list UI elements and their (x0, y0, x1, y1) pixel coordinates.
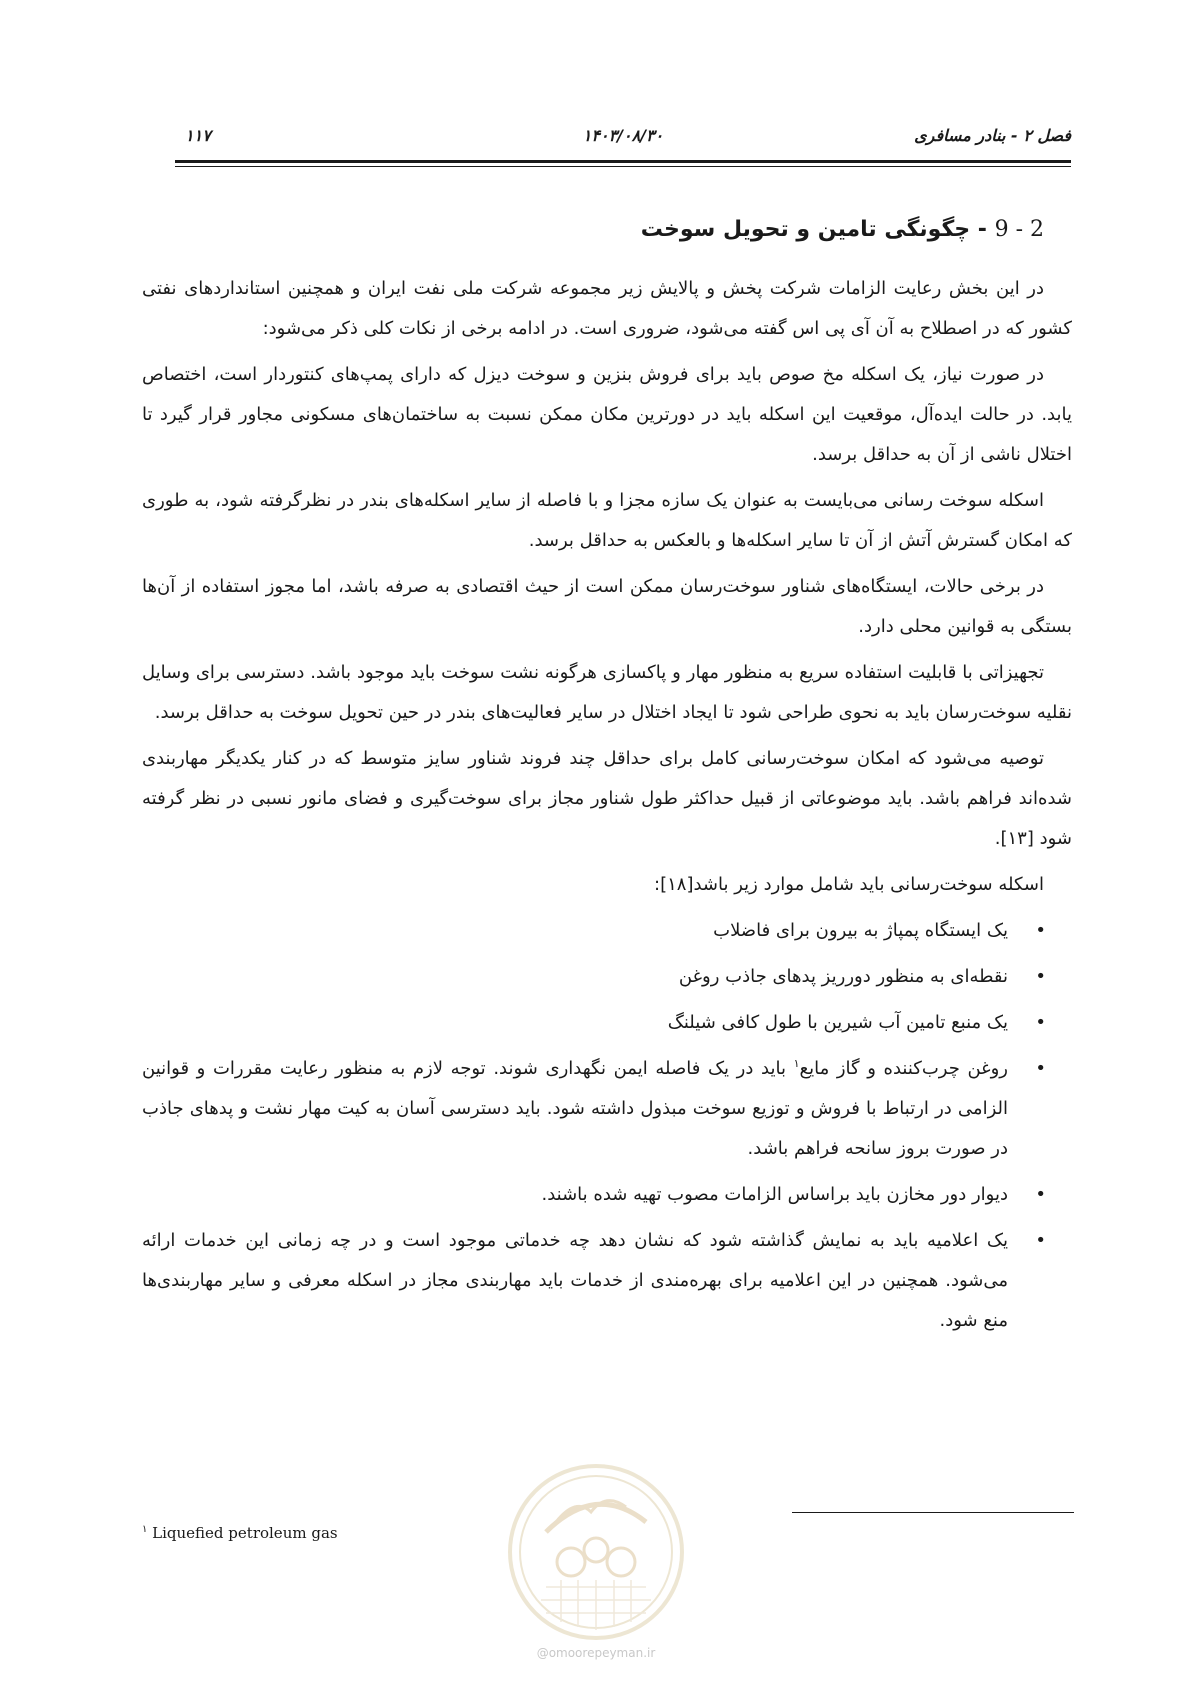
paragraph: در این بخش رعایت الزامات شرکت پخش و پالایش زیر مجموعه شرکت ملی نفت ایران و همچنین استانداردهای نفتی کشور که در اصطلاح به آن آی پی اس گفته می‌شود، ضروری است. در ادامه برخی از نکات کلی ذکر می‌شود: (142, 278, 1072, 339)
paragraph: تجهیزاتی با قابلیت استفاده سریع به منظور مهار و پاکسازی هرگونه نشت سوخت باید موجود باشد. دسترسی برای وسایل نقلیه سوخت‌رسان باید به نحوی طراحی شود تا ایجاد اختلال در سایر فعالیت‌های بندر در حین تحویل سوخت به حداقل برسد. (142, 662, 1072, 723)
section-heading: 2 - 9 - چگونگی تامین و تحویل سوخت (640, 217, 1044, 242)
paragraph: اسکله سوخت رسانی می‌بایست به عنوان یک سازه مجزا و با فاصله از سایر اسکله‌های بندر در نظرگرفته شود، به طوری که امکان گسترش آتش از آن تا سایر اسکله‌ها و بالعکس به حداقل برسد. (142, 490, 1072, 551)
bullet-list (142, 911, 1072, 1341)
list-item-text: یک اعلامیه باید به نمایش گذاشته شود که نشان دهد چه خدماتی موجود است و در چه زمانی این خدمات ارائه می‌شود. همچنین در این اعلامیه برای بهره‌مندی از خدمات باید مهاربندی مجاز در اسکله معرفی و سایر مهاربندی‌ها منع شود. (142, 1230, 1008, 1331)
list-item-text: یک منبع تامین آب شیرین با طول کافی شیلنگ (667, 1012, 1008, 1033)
footnote (142, 1524, 338, 1542)
main-content (142, 213, 1072, 1347)
list-item (142, 1003, 1046, 1043)
footnote-ref[interactable]: ۱ (793, 1057, 800, 1070)
bullet-icon: • (1035, 1184, 1046, 1205)
bullet-icon: • (1035, 920, 1046, 941)
list-item (142, 957, 1046, 997)
list-item-lead: روغن چرب‌کننده و گاز مایع (799, 1058, 1008, 1079)
bullet-icon: • (1035, 1012, 1046, 1033)
list-intro: اسکله سوخت‌رسانی باید شامل موارد زیر باشد[۱۸]: (654, 874, 1044, 895)
paragraph: در صورت نیاز، یک اسکله مخ صوص باید برای فروش بنزین و سوخت دیزل که دارای پمپ‌های کنتوردار است، اختصاص یابد. در حالت ایده‌آل، موقعیت این اسکله باید در دورترین مکان ممکن نسبت به ساختمان‌های مسکونی مجاور قرار گیرد تا اختلال ناشی از آن به حداقل برسد. (142, 364, 1072, 465)
watermark-logo-icon (506, 1462, 686, 1642)
header-rule-thick (175, 160, 1071, 163)
list-item (142, 1221, 1046, 1341)
header-rule-thin (175, 166, 1071, 167)
bullet-icon: • (1035, 1058, 1046, 1079)
footnote-text: Liquefied petroleum gas (152, 1524, 338, 1542)
header-date: ۱۴۰۳/۰۸/۳۰ (582, 126, 664, 145)
paragraph: توصیه می‌شود که امکان سوخت‌رسانی کامل برای حداقل چند فروند شناور سایز متوسط که در کنار یکدیگر مهاربندی شده‌اند فراهم باشد. باید موضوعاتی از قبیل حداکثر طول شناور مجاز برای سوخت‌گیری و فضای مانور نسبی در نظر گرفته شود [۱۳]. (142, 748, 1072, 849)
list-item (142, 1049, 1046, 1169)
footnote-rule (792, 1512, 1074, 1513)
watermark-handle: @omoorepeyman.ir (536, 1646, 656, 1660)
section-number: 2 - 9 (994, 217, 1044, 242)
list-item-text: باید در یک فاصله ایمن نگهداری شوند. توجه لازم به منظور رعایت مقررات و قوانین الزامی در ارتباط با فروش و توزیع سوخت مبذول داشته شود. باید دسترسی آسان به کیت مهار نشت و پدهای جاذب در صورت بروز سانحه فراهم باشد. (142, 1058, 1008, 1159)
bullet-icon: • (1035, 966, 1046, 987)
list-item-text: یک ایستگاه پمپاژ به بیرون برای فاضلاب (713, 920, 1008, 941)
list-item-text: نقطه‌ای به منظور دورریز پدهای جاذب روغن (678, 966, 1008, 987)
page-number: ۱۱۷ (185, 126, 211, 145)
bullet-icon: • (1035, 1230, 1046, 1251)
list-item (142, 911, 1046, 951)
chapter-title: فصل ۲ - بنادر مسافری (914, 126, 1071, 145)
paragraph: در برخی حالات، ایستگاه‌های شناور سوخت‌رسان ممکن است از حیث اقتصادی به صرفه باشد، اما مجوز استفاده از آن‌ها بستگی به قوانین محلی دارد. (142, 576, 1072, 637)
section-title: چگونگی تامین و تحویل سوخت (640, 217, 971, 242)
footnote-marker: ۱ (142, 1524, 148, 1535)
list-item-text: دیوار دور مخازن باید براساس الزامات مصوب تهیه شده باشند. (541, 1184, 1008, 1205)
list-item (142, 1175, 1046, 1215)
page-header (175, 126, 1071, 150)
